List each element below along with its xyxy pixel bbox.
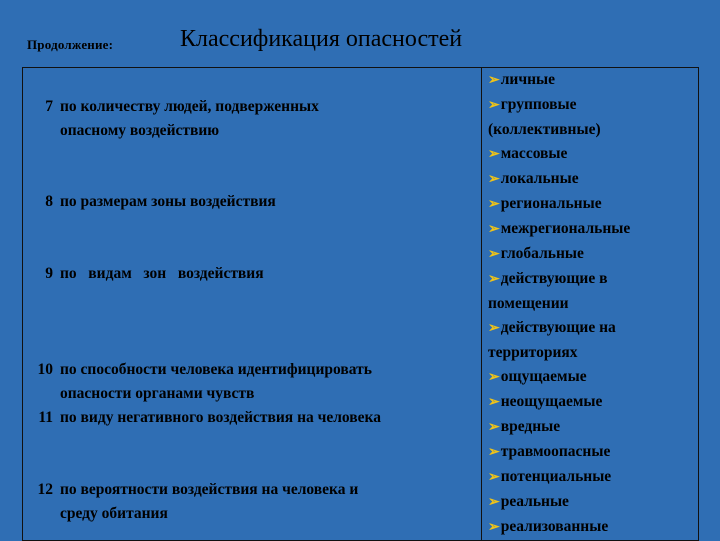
- type-item: [488, 118, 698, 142]
- type-label: групповые: [500, 96, 577, 113]
- type-label: глобальные: [500, 245, 584, 262]
- criterion-number: 12: [37, 481, 53, 498]
- arrow-bullet-icon: ➢: [488, 495, 500, 510]
- arrow-bullet-icon: ➢: [488, 445, 500, 460]
- type-label: потенциальные: [500, 468, 612, 485]
- type-label: вредные: [500, 418, 561, 435]
- arrow-bullet-icon: ➢: [488, 247, 500, 262]
- criterion-line: по видам зон воздействия: [60, 265, 264, 282]
- criterion-row-11: [23, 406, 477, 430]
- continuation-label: Продолжение:: [27, 37, 114, 52]
- criterion-row-7: [23, 95, 477, 143]
- criterion-line: по вероятности воздействия на человека и: [60, 481, 359, 498]
- arrow-bullet-icon: ➢: [488, 321, 500, 336]
- criterion-number: 10: [37, 361, 53, 378]
- type-item: [488, 93, 698, 118]
- type-label: (коллективные): [488, 121, 601, 138]
- arrow-bullet-icon: ➢: [488, 222, 500, 237]
- type-label: травмоопасные: [500, 443, 611, 460]
- arrow-bullet-icon: ➢: [488, 420, 500, 435]
- type-item: [488, 142, 698, 167]
- arrow-bullet-icon: ➢: [488, 73, 500, 88]
- type-label: помещении: [488, 295, 569, 312]
- criterion-number: 11: [38, 409, 53, 426]
- type-label: локальные: [500, 170, 579, 187]
- type-label: действующие в: [500, 270, 608, 287]
- type-label: территориях: [488, 344, 578, 361]
- criterion-text: [53, 95, 319, 143]
- type-item: [488, 192, 698, 217]
- arrow-bullet-icon: ➢: [488, 197, 500, 212]
- type-label: массовые: [500, 145, 568, 162]
- criterion-line: опасности органами чувств: [60, 385, 255, 402]
- type-item: [488, 415, 698, 440]
- type-label: неощущаемые: [500, 393, 603, 410]
- criterion-number: 8: [45, 193, 53, 210]
- types-list: [488, 68, 698, 540]
- types-cell: [482, 68, 699, 541]
- criterion-line: по способности человека идентифицировать: [60, 361, 372, 378]
- arrow-bullet-icon: ➢: [488, 470, 500, 485]
- type-label: реализованные: [500, 518, 609, 535]
- type-label: региональные: [500, 195, 602, 212]
- arrow-bullet-icon: ➢: [488, 272, 500, 287]
- criterion-line: по виду негативного воздействия на человека: [60, 409, 381, 426]
- criterion-number: 9: [45, 265, 53, 282]
- type-item: [488, 465, 698, 490]
- type-item: [488, 440, 698, 465]
- criterion-number: 7: [45, 98, 53, 115]
- type-item: [488, 365, 698, 390]
- arrow-bullet-icon: ➢: [488, 395, 500, 410]
- arrow-bullet-icon: ➢: [488, 370, 500, 385]
- type-label: личные: [500, 71, 556, 88]
- criterion-line: среду обитания: [60, 505, 168, 522]
- type-item: [488, 341, 698, 365]
- type-label: ощущаемые: [500, 368, 587, 385]
- criterion-text: [53, 262, 264, 286]
- type-item: [488, 68, 698, 93]
- table-row: [23, 68, 699, 541]
- criterion-line: опасному воздействию: [60, 122, 220, 139]
- type-item: [488, 515, 698, 540]
- criterion-row-12: [23, 478, 477, 526]
- type-item: [488, 242, 698, 267]
- classification-table: [22, 67, 699, 541]
- arrow-bullet-icon: ➢: [488, 147, 500, 162]
- type-item: [488, 267, 698, 292]
- arrow-bullet-icon: ➢: [488, 520, 500, 535]
- type-item: [488, 292, 698, 316]
- criterion-row-10: [23, 358, 477, 406]
- type-item: [488, 390, 698, 415]
- type-label: реальные: [500, 493, 569, 510]
- arrow-bullet-icon: ➢: [488, 98, 500, 113]
- criterion-line: по размерам зоны воздействия: [60, 193, 276, 210]
- type-item: [488, 490, 698, 515]
- criterion-text: [53, 358, 372, 406]
- type-label: межрегиональные: [500, 220, 631, 237]
- criteria-cell: [23, 68, 482, 541]
- type-item: [488, 167, 698, 192]
- criterion-text: [53, 190, 276, 214]
- criterion-text: [53, 406, 381, 430]
- type-label: действующие на: [500, 319, 616, 336]
- criterion-line: по количеству людей, подверженных: [60, 98, 319, 115]
- criterion-row-9: [23, 262, 477, 286]
- type-item: [488, 316, 698, 341]
- arrow-bullet-icon: ➢: [488, 172, 500, 187]
- criterion-text: [53, 478, 358, 526]
- criterion-row-8: [23, 190, 477, 214]
- type-item: [488, 217, 698, 242]
- page-title: Классификация опасностей: [180, 26, 463, 52]
